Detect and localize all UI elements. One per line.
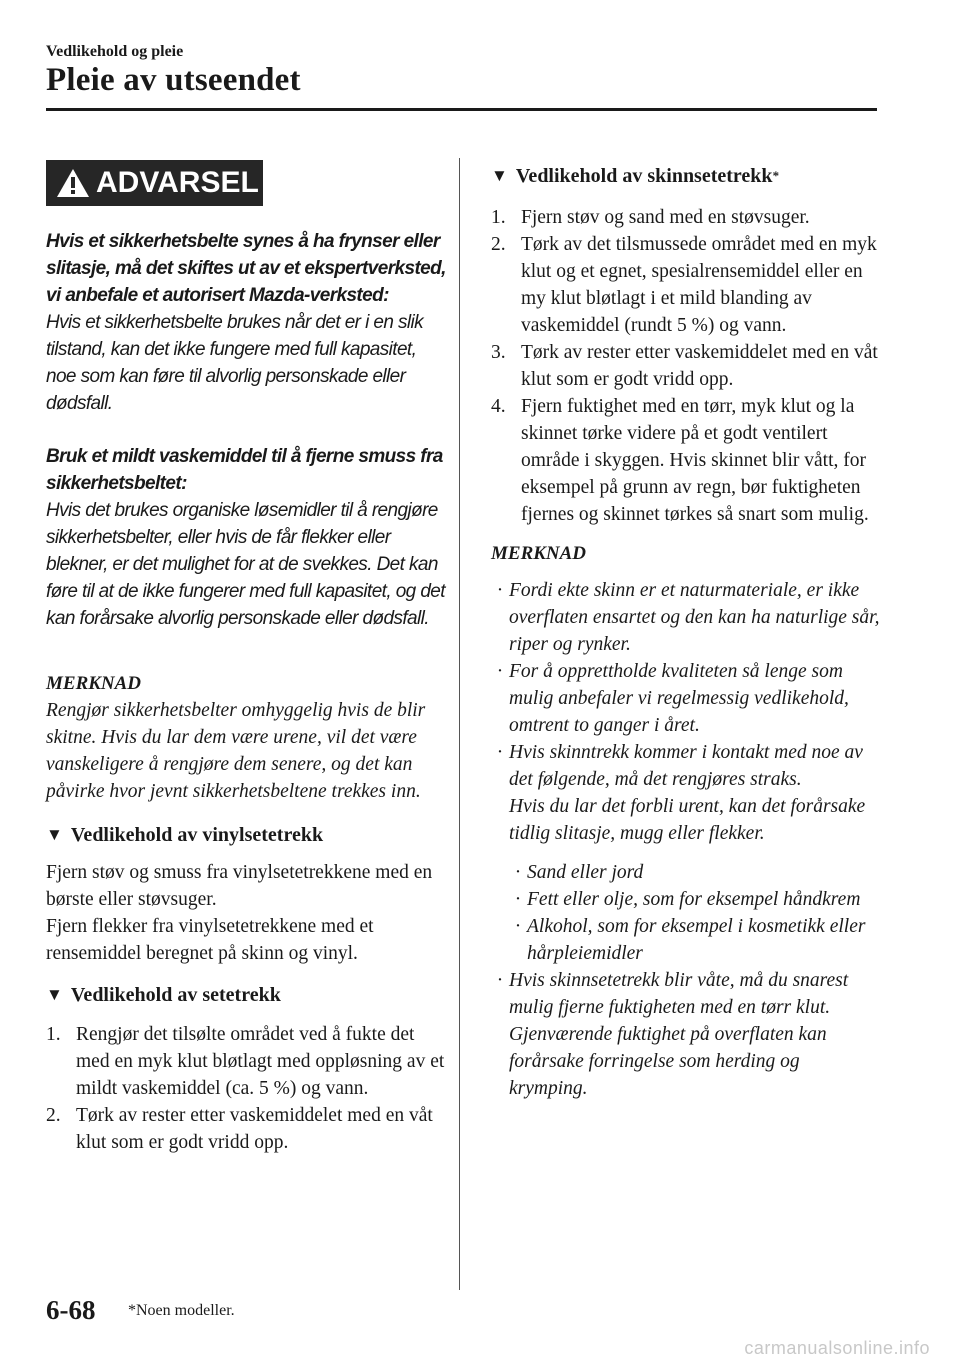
vinyl-heading [46,821,446,849]
note-text: Rengjør sikkerhetsbelter omhyggelig hvis de blir skitne. Hvis du lar dem være urene, vil det være vanskeligere å rengjøre dem senere, og det kan påvirke hvor jevnt sikkerhetsbeltene trekkes inn. [46,700,426,802]
footnote: *Noen modeller. [128,1302,235,1319]
left-column [46,160,446,1156]
note-heading: MERKNAD [46,673,142,694]
seat-heading-text: Vedlikehold av setetrekk [70,984,281,1006]
seat-heading [46,981,446,1009]
list-item: · Hvis skinnsetetrekk blir våte, må du snarest mulig fjerne fuktigheten med en tørr klut. Gjenværende fuktighet på overflaten kan forårsake forringelse som herding og krymping. [496,970,849,1099]
page-title: Pleie av utseendet [46,62,301,98]
leather-heading: ▼ Vedlikehold av skinnsetetrekk * [491,162,881,190]
triangle-down-icon: ▼ [46,985,63,1004]
leather-heading-text: Vedlikehold av skinnsetetrekk [515,165,773,187]
warning-triangle-icon [56,168,90,198]
list-item: · For å opprettholde kvaliteten så lenge som mulig anbefaler vi regelmessig vedlikehold, omtrent to ganger i året. [496,661,849,736]
list-item: · Sand eller jord [514,862,644,883]
list-item: · Fordi ekte skinn er et naturmateriale, er ikke overflaten ensartet og den kan ha naturlige sår, riper og rynker. [496,580,880,655]
note-bullets [491,577,881,1102]
warning-block [46,228,446,632]
list-item: · Hvis skinntrekk kommer i kontakt med noe av det følgende, må det rengjøres straks. Hvis du lar det forbli urent, kan det forårsake tidlig slitasje, mugg eller flekker. · Sand eller jord · Fett eller olje, som for eksempel håndkrem · Alkohol, som for eksempel i kosmetikk eller hårpleiemidler [491,739,881,967]
note-sub-bullets [509,859,881,967]
seat-steps [46,1021,446,1156]
warning-badge [46,160,263,206]
triangle-down-icon: ▼ [46,825,63,844]
right-column [491,160,881,1102]
warning-1-text: Hvis et sikkerhetsbelte brukes når det er i en slik tilstand, kan det ikke fungere med full kapasitet, noe som kan føre til alvorlig personskade eller dødsfall. [46,312,424,414]
leather-steps [491,204,881,528]
list-item: 2. Tørk av rester etter vaskemiddelet med en våt klut som er godt vridd opp. [46,1105,433,1153]
vinyl-heading-text: Vedlikehold av vinylsetetrekk [70,824,324,846]
warning-1-heading: Hvis et sikkerhetsbelte synes å ha frynser eller slitasje, må det skiftes ut av et ekspertverksted, vi anbefale et autorisert Mazda-verksted: [46,231,446,306]
vinyl-paragraph-1: Fjern støv og smuss fra vinylsetetrekkene med en børste eller støvsuger. [46,862,433,910]
list-item: · Fett eller olje, som for eksempel håndkrem [514,889,861,910]
list-item: 4. Fjern fuktighet med en tørr, myk klut og la skinnet tørke videre på et godt ventilert område i skyggen. Hvis skinnet blir vått, for eksempel på grunn av regn, bør fuktigheten fjernes og skinnet tørkes så snart som mulig. [491,396,869,525]
section-label: Vedlikehold og pleie [46,43,184,60]
column-divider [459,158,460,1290]
list-item: 1. Fjern støv og sand med en støvsuger. [491,207,810,228]
title-divider [46,108,877,111]
watermark: carmanualsonline.info [744,1338,930,1358]
warning-label: ADVARSEL [96,166,259,199]
page-number: 6-68 [46,1295,96,1325]
list-item: 2. Tørk av det tilsmussede området med en myk klut og et egnet, spesialrensemiddel eller en my klut bløtlagt i et mild blanding av vaskemiddel (rundt 5 %) og vann. [491,234,877,336]
vinyl-paragraph-2: Fjern flekker fra vinylsetetrekkene med et rensemiddel beregnet på skinn og vinyl. [46,916,374,964]
note-heading: MERKNAD [491,543,587,564]
list-item: 1. Rengjør det tilsølte området ved å fukte det med en myk klut bløtlagt med oppløsning av et mildt vaskemiddel (ca. 5 %) og vann. [46,1024,445,1099]
warning-2-text: Hvis det brukes organiske løsemidler til å rengjøre sikkerhetsbelter, eller hvis de får flekker eller blekner, er det mulighet for at de svekkes. Det kan føre til at de ikke fungerer med full kapasitet, og det kan forårsake alvorlig personskade eller dødsfall. [46,500,445,629]
triangle-down-icon: ▼ [491,166,508,185]
list-item: · Alkohol, som for eksempel i kosmetikk eller hårpleiemidler [514,916,866,964]
list-item: 3. Tørk av rester etter vaskemiddelet med en våt klut som er godt vridd opp. [491,342,878,390]
warning-2-heading: Bruk et mildt vaskemiddel til å fjerne smuss fra sikkerhetsbeltet: [46,446,443,494]
